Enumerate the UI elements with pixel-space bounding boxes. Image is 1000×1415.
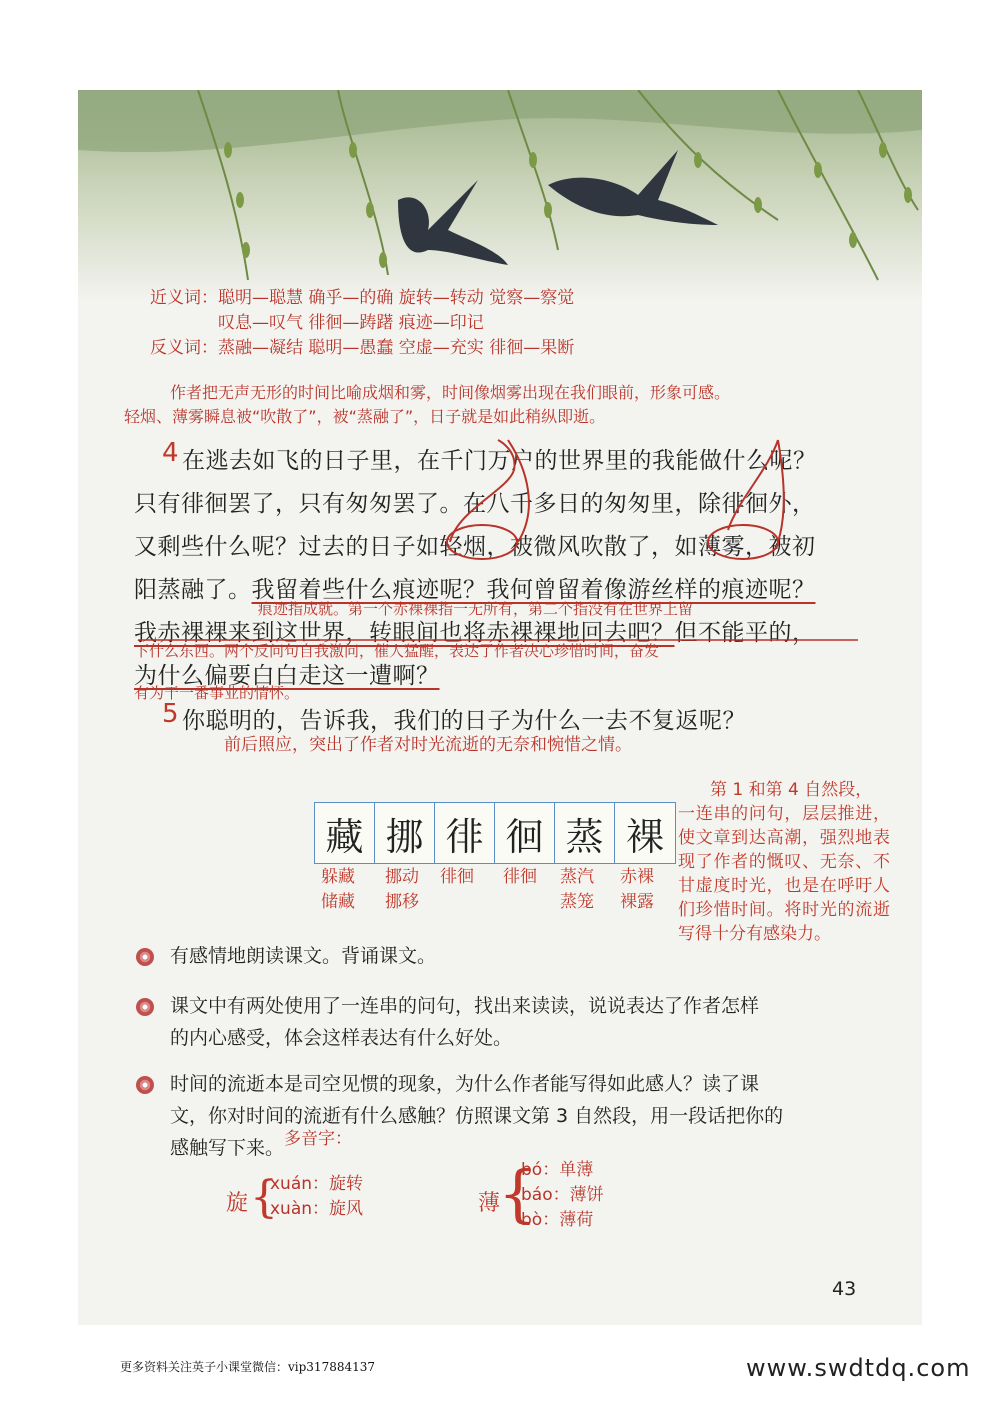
exercise-1: 有感情地朗读课文。背诵课文。: [170, 945, 437, 967]
paragraph-number-4: 4: [162, 438, 179, 468]
paragraph-5-text: 你聪明的，告诉我，我们的日子为什么一去不复返呢？: [182, 708, 746, 734]
paragraph-4-line-2: 只有徘徊罢了，只有匆匆罢了。在八千多日的匆匆里，除徘徊外，: [134, 491, 816, 517]
exercise-bullet-icon: [136, 948, 154, 966]
exercise-3-line-3: 感触写下来。多音字：: [170, 1129, 353, 1159]
vocab-char: 藏: [315, 803, 375, 863]
metaphor-note-2: 轻烟、薄雾瞬息被“吹散了”，被“蒸融了”，日子就是如此稍纵即逝。: [124, 407, 606, 426]
vocab-char: 徊: [495, 803, 555, 863]
exercise-3-line-1: 时间的流逝本是司空见惯的现象，为什么作者能写得如此感人？读了课: [170, 1073, 760, 1095]
polyphone-label: 多音字：: [284, 1129, 353, 1149]
polyphone-char-bao: 薄: [478, 1191, 501, 1216]
polyphone-xuan-readings: xuán：旋转 xuàn：旋风: [270, 1174, 364, 1219]
brace-icon: {: [250, 1172, 278, 1223]
synonyms-line-2: 叹息—叹气 徘徊—踌躇 痕迹—印记: [218, 313, 484, 333]
paragraph-4-line-6: 为什么偏要白白走这一遭啊？: [134, 663, 440, 689]
word-light-smoke: 轻烟: [439, 534, 487, 560]
vocab-char: 蒸: [555, 803, 615, 863]
trace-note-1: 痕迹指成就。第一个赤裸裸指一无所有，第二个指没有在世界上留: [258, 600, 694, 618]
polyphone-bao-readings: bó：单薄 báo：薄饼 bò：薄荷: [521, 1160, 604, 1230]
vocab-char: 徘: [435, 803, 495, 863]
exercise-2-line-2: 的内心感受，体会这样表达有什么好处。: [170, 1027, 513, 1049]
vocab-words-4: 徘徊: [503, 867, 537, 887]
trace-note-3: 有为干一番事业的情怀。: [134, 684, 300, 702]
echo-note: 前后照应，突出了作者对时光流逝的无奈和惋惜之情。: [224, 735, 632, 755]
exercise-2-line-1: 课文中有两处使用了一连串的问句，找出来读读，说说表达了作者怎样: [170, 995, 760, 1017]
trace-note-2: 下什么东西。两个反问句自我激问，催人猛醒，表达了作者决心珍惜时间，奋发: [134, 642, 660, 660]
vocab-words-3: 徘徊: [440, 867, 474, 887]
side-note-title: 第 1 和第 4 自然段，: [710, 780, 873, 800]
handwritten-marks: [78, 90, 922, 730]
vocab-char: 裸: [625, 814, 664, 859]
paragraph-4-line-3: 又剩些什么呢？过去的日子如轻烟，被微风吹散了，如薄雾，被初: [134, 534, 816, 560]
page-number: 43: [832, 1278, 857, 1300]
brace-icon: {: [498, 1157, 538, 1230]
antonyms-line: 反义词：蒸融—凝结 聪明—愚蠢 空虚—充实 徘徊—果断: [150, 338, 575, 358]
exercise-3-line-2: 文，你对时间的流逝有什么感触？仿照课文第 3 自然段，用一段话把你的: [170, 1105, 784, 1127]
vocab-words-6: 赤裸 裸露: [620, 867, 654, 912]
synonyms-line-1: 近义词：聪明—聪慧 确乎—的确 旋转—转动 觉察—察觉: [150, 288, 575, 308]
paragraph-number-5: 5: [162, 699, 179, 729]
side-note-body: 一连串的问句，层层推进，使文章到达高潮，强烈地表现了作者的慨叹、无奈、不甘虚度时光，也是在呼吁人们珍惜时间。将时光的流逝写得十分有感染力。: [678, 804, 890, 944]
exercise-bullet-icon: [136, 1076, 154, 1094]
word-thin-mist: 薄雾: [698, 534, 745, 560]
exercise-bullet-icon: [136, 998, 154, 1016]
vocab-words-5: 蒸汽 蒸笼: [560, 867, 594, 912]
vocab-char: 挪: [375, 803, 435, 863]
vocab-words-2: 挪动 挪移: [385, 867, 419, 912]
polyphone-char-xuan: 旋: [226, 1191, 249, 1216]
vocab-character-box: [314, 802, 676, 864]
metaphor-note-1: 作者把无声无形的时间比喻成烟和雾，时间像烟雾出现在我们眼前，形象可感。: [170, 383, 731, 402]
textbook-page: [78, 90, 922, 1325]
vocab-words-1: 躲藏 储藏: [321, 867, 355, 912]
paragraph-4-line-1: 在逃去如飞的日子里，在千门万户的世界里的我能做什么呢？: [182, 448, 817, 474]
paragraph-4-line-5: 我赤裸裸来到这世界，转眼间也将赤裸裸地回去吧？但不能平的，: [134, 620, 816, 646]
paragraph-4-line-4: 阳蒸融了。我留着些什么痕迹呢？我何曾留着像游丝样的痕迹呢？: [134, 577, 816, 603]
footer-website: www.swdtdq.com: [746, 1354, 971, 1382]
footer-wechat-note: 更多资料关注英子小课堂微信：vip317884137: [120, 1360, 376, 1374]
